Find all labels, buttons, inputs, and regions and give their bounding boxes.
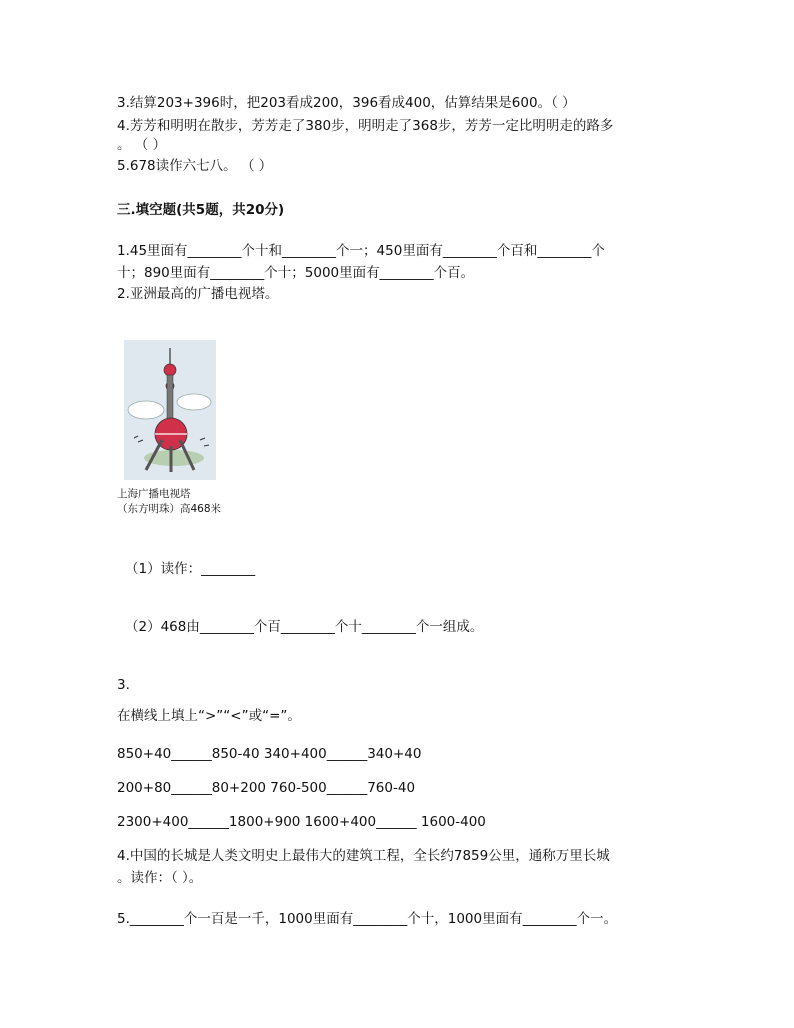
fill-q4-line2: 。读作：（ ）。 <box>117 870 203 886</box>
fill-q2-title: 2.亚洲最高的广播电视塔。 <box>117 286 279 302</box>
fill-q5: 5.________个一百是一千，1000里面有________个十，1000里面有________个一。 <box>117 911 618 927</box>
fill-q2-sub2: （2）468由________个百________个十________个一组成。 <box>125 619 484 635</box>
compare-row-3: 2300+400______1800+900 1600+400______ 1600-400 <box>117 814 486 830</box>
top-sphere <box>164 364 176 376</box>
compare-row-2: 200+80______80+200 760-500______760-40 <box>117 780 416 796</box>
tower-caption-line1: 上海广播电视塔 <box>117 488 191 500</box>
cloud-right <box>177 394 211 410</box>
oriental-pearl-tower-icon <box>124 340 216 480</box>
question-4-steps-line2: 。 （ ） <box>117 137 167 153</box>
cloud-left <box>128 401 164 419</box>
fill-q2-sub1: （1）读作：________ <box>125 561 256 577</box>
tower-illustration <box>124 340 216 480</box>
compare-row-1: 850+40______850-40 340+400______340+40 <box>117 746 422 762</box>
question-5-reading: 5.678读作六七八。 （ ） <box>117 158 273 174</box>
section-3-heading: 三.填空题(共5题，共20分) <box>117 202 285 218</box>
fill-q3-number: 3. <box>117 677 130 693</box>
tower-caption-line2: （东方明珠）高468米 <box>117 503 222 515</box>
fill-q4-line1: 4.中国的长城是人类文明史上最伟大的建筑工程，全长约7859公里，通称万里长城 <box>117 848 610 864</box>
question-4-steps-line1: 4.芳芳和明明在散步，芳芳走了380步，明明走了368步，芳芳一定比明明走的路多 <box>117 118 614 134</box>
fill-q3-instruction: 在横线上填上“>”“<”或“=”。 <box>117 708 301 724</box>
question-3-estimation: 3.结算203+396时，把203看成200，396看成400，估算结果是600。（ ） <box>117 95 576 111</box>
fill-q1-line1: 1.45里面有________个十和________个一；450里面有________个百和________个 <box>117 243 605 259</box>
fill-q1-line2: 十；890里面有________个十；5000里面有________个百。 <box>117 265 475 281</box>
